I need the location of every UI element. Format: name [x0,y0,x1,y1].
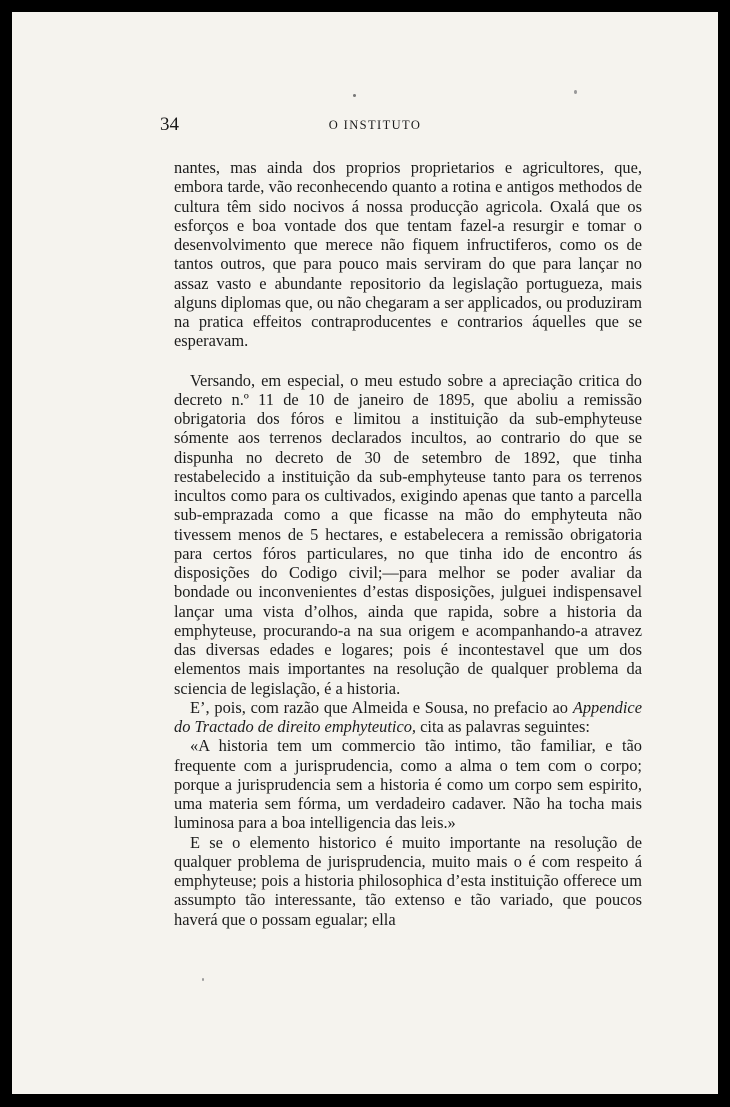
running-title: O INSTITUTO [328,118,422,132]
citation-outro: cita as palavras seguintes: [416,717,590,736]
paragraph-decree-study: Versando, em especial, o meu estudo sobre a apreciação critica do decreto n.º 11 de 10 de janeiro de 1895, que aboliu a remissão obrigatoria dos fóros e limitou a instituição da sub-emphyteuse sómente aos terrenos declarados incultos, ao contrario do que se dispunha no decreto de 30 de setembro de 1892, que tinha restabelecido a instituição da sub-emphyteuse tanto para os terrenos incultos como para os cultivados, exigindo apenas que tanto a parcella sub-emprazada como a que ficasse na mão do emphyteuta não tivessem menos de 5 hectares, e estabelecera a remissão obrigatoria para certos fóros particulares, no que tinha ido de encontro ás disposições do Codigo civil;—para melhor se poder avaliar da bondade ou inconvenientes d’estas disposições, julguei indispensavel lançar uma vista d’olhos, ainda que rapida, sobre a historia da emphyteuse, procurando-a na sua origem e acompanhando-a atravez das diversas edades e logares; pois é incontestavel que um dos elementos mais importantes na resolução de qualquer problema da sciencia de legislação, é a historia. [174,370,642,698]
cited-work-title: Appendice do Tractado de direito emphyteutico, [174,697,642,736]
paper-speck [353,94,356,97]
block-quotation: «A historia tem um commercio tão intimo, tão familiar, e tão frequente com a jurisprudencia, como a alma o tem com o corpo; porque a jurisprudencia sem a historia é como um corpo sem espirito, uma materia sem fórma, um verdadeiro cadaver. Não ha tocha mais luminosa para a boa intelligencia das leis.» [174,736,642,833]
running-head [160,114,590,138]
paragraph-historical-element: E se o elemento historico é muito importante na resolução de qualquer problema de jurisprudencia, muito mais o é com respeito á emphyteuse; pois a historia philosophica d’esta instituição offerece um assumpto tão interessante, tão extenso e tão variado, que poucos haverá que o possam egualar; ella [174,832,642,929]
body-text [174,158,642,929]
citation-intro: E’, pois, com razão que Almeida e Sousa, no prefacio ao [190,697,573,717]
paragraph-almeida-citation [174,698,642,737]
paragraph-continuation: nantes, mas ainda dos proprios proprietarios e agricultores, que, embora tarde, vão reconhecendo quanto a rotina e antigos methodos de cultura têm sido nocivos á nossa producção agricola. Oxalá que os esforços e boa vontade dos que tentam fazel-a resurgir e tomar o desenvolvimento que merece não fiquem infructiferos, como os de tantos outros, que para pouco mais serviram do que para lançar no assaz vasto e abundante repositorio da legislação portugueza, mais alguns diplomas que, ou não chegaram a ser applicados, ou produziram na pratica effeitos contraproducentes e contrarios áquelles que se esperavam. [174,158,642,351]
paper-speck [202,978,204,981]
page-number: 34 [160,114,179,135]
book-page [12,12,718,1094]
paper-speck [574,90,577,94]
